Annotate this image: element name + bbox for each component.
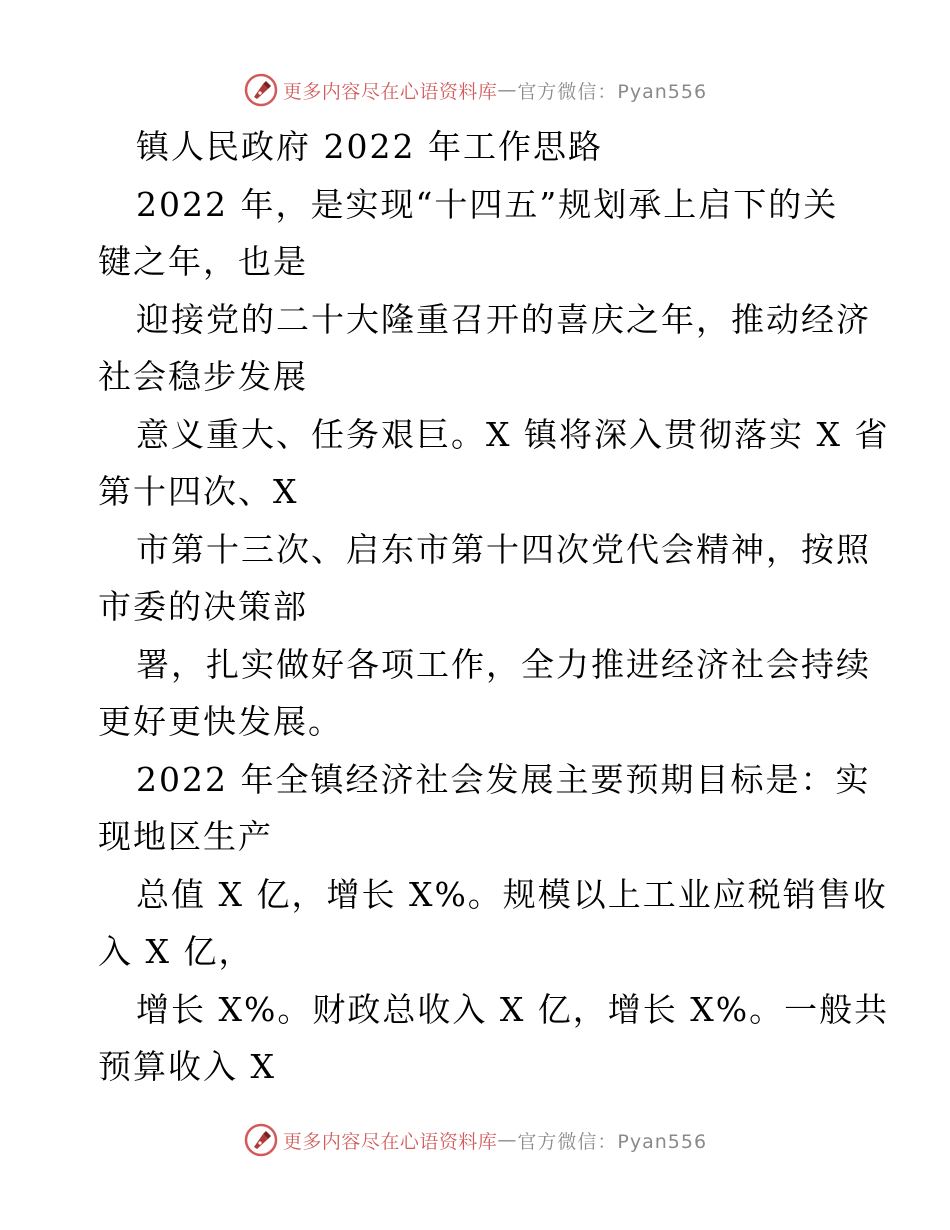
watermark-separator: —	[497, 79, 518, 101]
watermark-wechat-text: 官方微信：Pyan556	[517, 1130, 708, 1153]
paragraph-line: 现地区生产	[98, 817, 273, 856]
paragraph-line: 意义重大、任务艰巨。X 镇将深入贯彻落实 X 省	[136, 414, 890, 454]
watermark-separator: —	[497, 1129, 518, 1151]
watermark-site-text: 更多内容尽在心语资料库	[282, 1130, 498, 1153]
paragraph-line: 2022 年，是实现“十四五”规划承上启下的关	[136, 184, 839, 224]
paragraph-line: 键之年，也是	[98, 242, 308, 281]
paragraph-line: 入 X 亿，	[98, 932, 254, 971]
paragraph-line: 2022 年全镇经济社会发展主要预期目标是：实	[136, 759, 871, 799]
watermark-wechat-text: 官方微信：Pyan556	[517, 80, 708, 103]
pen-nib-logo-icon	[243, 72, 279, 108]
pen-nib-logo-icon	[243, 1122, 279, 1158]
paragraph-line: 署，扎实做好各项工作，全力推进经济社会持续	[136, 644, 871, 684]
document-title: 镇人民政府 2022 年工作思路	[136, 127, 603, 166]
header-watermark	[0, 70, 950, 110]
paragraph-line: 社会稳步发展	[98, 357, 308, 396]
paragraph-line: 市第十三次、启东市第十四次党代会精神，按照	[136, 529, 871, 569]
paragraph-line: 第十四次、X	[98, 472, 299, 511]
paragraph-line: 增长 X%。财政总收入 X 亿，增长 X%。一般共	[136, 989, 890, 1029]
paragraph-line: 迎接党的二十大隆重召开的喜庆之年，推动经济	[136, 299, 871, 339]
paragraph-line: 总值 X 亿，增长 X%。规模以上工业应税销售收	[136, 874, 888, 914]
paragraph-line: 市委的决策部	[98, 587, 308, 626]
paragraph-line: 预算收入 X	[98, 1047, 276, 1086]
watermark-site-text: 更多内容尽在心语资料库	[282, 80, 498, 103]
document-body	[98, 118, 890, 1096]
footer-watermark	[0, 1120, 950, 1160]
paragraph-line: 更好更快发展。	[98, 702, 343, 741]
